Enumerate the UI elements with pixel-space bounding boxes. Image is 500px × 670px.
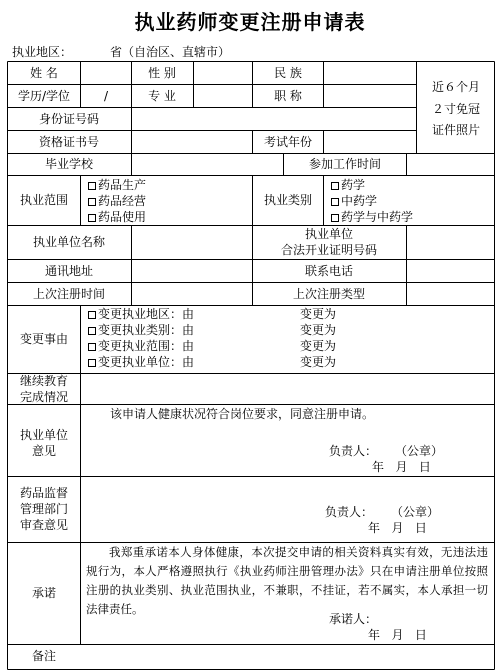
work-start-label: 参加工作时间	[308, 157, 382, 171]
practice-scope-label: 执业范围	[19, 193, 69, 207]
checkbox-icon	[88, 311, 96, 319]
checkbox-icon	[331, 182, 339, 190]
pledge-label: 承诺	[31, 586, 57, 600]
unit-opinion-label-2: 意见	[31, 444, 57, 458]
practice-type-label: 执业类别	[263, 193, 313, 207]
remarks-label: 备注	[31, 649, 57, 663]
change-item[interactable]: 变更执业类别：由	[88, 323, 194, 337]
cont-edu-label-1: 继续教育	[19, 374, 69, 388]
change-to-label: 变更为	[300, 355, 337, 369]
unit-license-label-1: 执业单位	[304, 227, 354, 241]
checkbox-icon	[88, 359, 96, 367]
type-option[interactable]: 中药学	[331, 194, 377, 208]
cont-edu-label-2: 完成情况	[19, 390, 69, 404]
title-label: 职 称	[274, 89, 302, 103]
change-to-label: 变更为	[300, 307, 337, 321]
scope-option[interactable]: 药品使用	[88, 210, 146, 224]
graduate-school-label: 毕业学校	[44, 157, 94, 171]
education-label: 学历/学位	[17, 89, 71, 103]
change-to-label: 变更为	[300, 323, 337, 337]
checkbox-icon	[331, 198, 339, 206]
checkbox-icon	[331, 214, 339, 222]
exam-year-label: 考试年份	[263, 135, 313, 149]
checkbox-icon	[88, 198, 96, 206]
phone-label: 联系电话	[304, 264, 354, 278]
pledge-date: 年 月 日	[368, 628, 427, 642]
photo-line-1: 近６个月	[431, 80, 481, 94]
id-number-label: 身份证号码	[38, 112, 100, 126]
fda-opinion-seal: （公章）	[391, 505, 440, 519]
checkbox-icon	[88, 182, 96, 190]
unit-opinion-signer: 负责人：	[329, 444, 378, 458]
scope-option[interactable]: 药品生产	[88, 178, 146, 192]
pledge-signer: 承诺人：	[329, 612, 378, 626]
unit-name-label: 执业单位名称	[32, 235, 106, 249]
photo-line-2: ２寸免冠	[431, 102, 481, 116]
change-to-label: 变更为	[300, 339, 337, 353]
unit-opinion-seal: （公章）	[395, 444, 444, 458]
last-reg-time-label: 上次注册时间	[32, 287, 106, 301]
gender-label: 性 别	[148, 66, 176, 80]
fda-opinion-label-3: 审查意见	[19, 518, 69, 532]
change-item[interactable]: 变更执业范围：由	[88, 339, 194, 353]
change-item[interactable]: 变更执业地区：由	[88, 307, 194, 321]
scope-option[interactable]: 药品经营	[88, 194, 146, 208]
change-item[interactable]: 变更执业单位：由	[88, 355, 194, 369]
fda-opinion-signer: 负责人：	[325, 505, 374, 519]
education-slash: /	[103, 89, 109, 103]
change-reason-label: 变更事由	[19, 332, 69, 346]
type-option[interactable]: 药学	[331, 178, 365, 192]
cert-number-label: 资格证书号	[38, 135, 100, 149]
type-option[interactable]: 药学与中药学	[331, 210, 413, 224]
unit-opinion-text: 该申请人健康状况符合岗位要求，同意注册申请。	[110, 407, 375, 421]
fda-opinion-date: 年 月 日	[368, 521, 427, 535]
name-label: 姓 名	[30, 66, 58, 80]
major-label: 专 业	[148, 89, 176, 103]
checkbox-icon	[88, 343, 96, 351]
unit-opinion-label-1: 执业单位	[19, 428, 69, 442]
ethnicity-label: 民 族	[274, 66, 302, 80]
checkbox-icon	[88, 214, 96, 222]
fda-opinion-label-2: 管理部门	[19, 502, 69, 516]
fda-opinion-label-1: 药品监督	[19, 486, 69, 500]
form-title: 执业药师变更注册申请表	[134, 10, 366, 34]
checkbox-icon	[88, 327, 96, 335]
last-reg-type-label: 上次注册类型	[292, 287, 366, 301]
unit-license-label-2: 合法开业证明号码	[280, 243, 378, 257]
unit-opinion-date: 年 月 日	[372, 460, 431, 474]
address-label: 通讯地址	[44, 264, 94, 278]
photo-line-3: 证件照片	[431, 123, 481, 137]
pledge-text: 我郑重承诺本人身体健康，本次提交申请的相关资料真实有效，无违法违规行为，本人严格遵照执行《执业药师注册管理办法》只在申请注册单位按照注册的执业类别、执业范围执业，不兼职，不挂证，若不属实，本人承担一切法律责任。	[86, 545, 488, 616]
region-label: 执业地区：	[12, 45, 73, 59]
region-value: 省（自治区、直辖市）	[110, 45, 231, 59]
practice-region-row	[12, 43, 230, 60]
